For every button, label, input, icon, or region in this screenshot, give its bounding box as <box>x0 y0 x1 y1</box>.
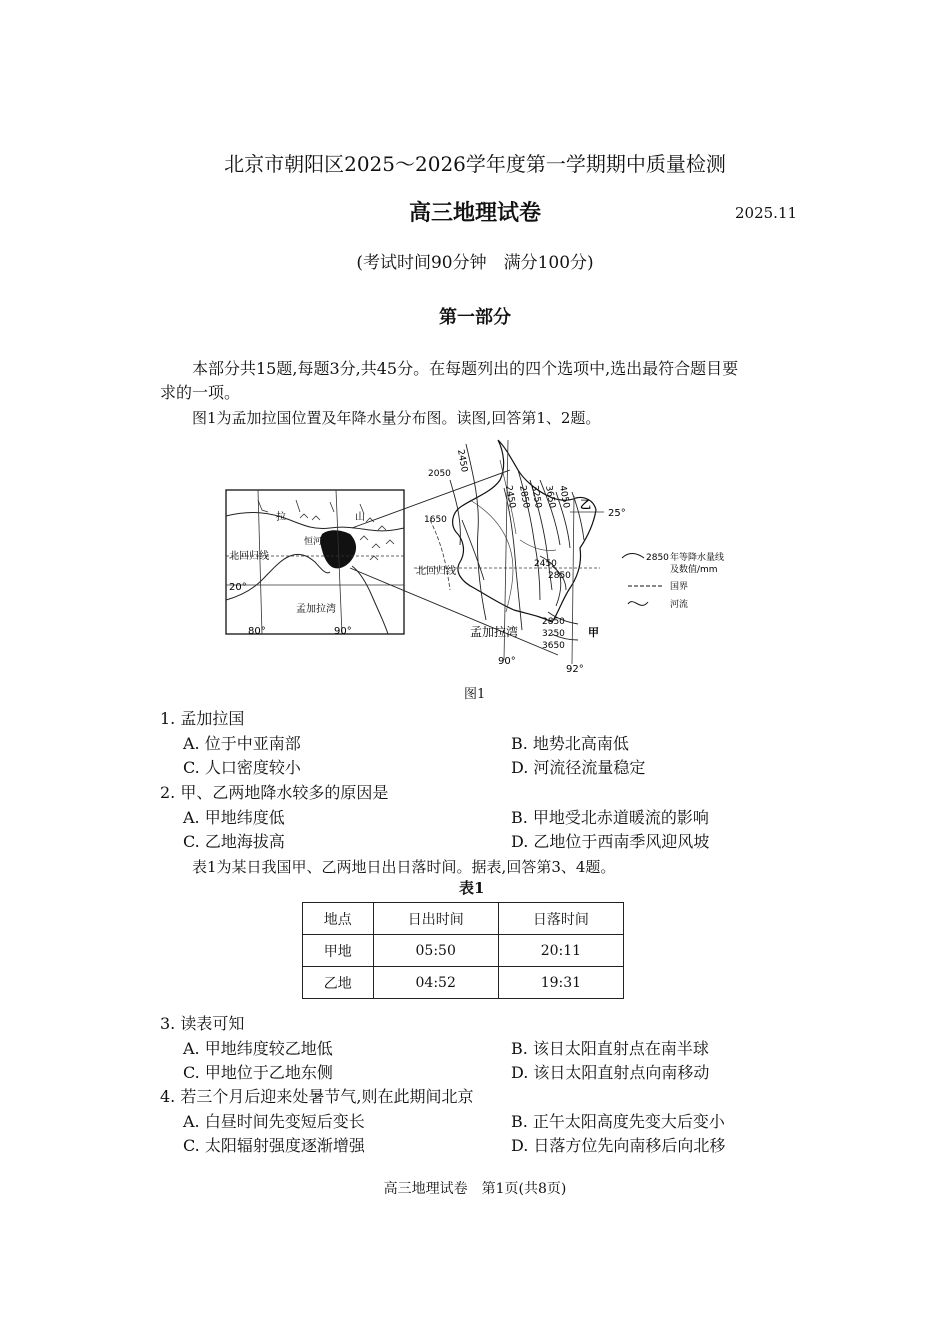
figure1-caption: 图1 <box>464 687 486 702</box>
table-header-cell: 日出时间 <box>373 903 498 935</box>
table-header-cell: 地点 <box>303 903 374 935</box>
left-map-label-2: 山 <box>355 512 365 523</box>
legend-river-label: 河流 <box>670 600 689 610</box>
q4-option-b: B. 正午太阳高度先变大后变小 <box>511 1112 725 1131</box>
q4-stem: 4. 若三个月后迎来处暑节气,则在此期间北京 <box>160 1087 474 1106</box>
left-map-lat20: 20° <box>229 582 247 593</box>
iso-label-9: 2450 <box>534 559 557 569</box>
table1-caption: 表1 <box>459 879 485 897</box>
table-cell: 04:52 <box>373 967 498 999</box>
right-bay-label: 孟加拉湾 <box>470 625 519 639</box>
legend-isohyet-icon <box>622 554 644 559</box>
jia-label: 甲 <box>588 626 599 639</box>
table-cell: 20:11 <box>498 935 623 967</box>
q1-stem: 1. 孟加拉国 <box>160 709 245 728</box>
iso-label-1: 2450 <box>455 448 469 474</box>
q3-option-d: D. 该日太阳直射点向南移动 <box>511 1063 710 1082</box>
q2-option-d: D. 乙地位于西南季风迎风坡 <box>511 832 710 851</box>
iso-label-2: 2050 <box>428 469 451 479</box>
table-cell: 甲地 <box>303 935 374 967</box>
left-map-tropic-label: 北回归线 <box>229 551 269 562</box>
exam-subject: 高三地理试卷 <box>408 200 541 226</box>
lon92-label: 92° <box>566 664 584 675</box>
table-row <box>303 967 624 999</box>
yi-label: 乙 <box>580 498 591 511</box>
q1-option-d: D. 河流径流量稳定 <box>511 758 646 777</box>
q3-option-b: B. 该日太阳直射点在南半球 <box>511 1039 709 1058</box>
q2-stem: 2. 甲、乙两地降水较多的原因是 <box>160 783 389 802</box>
q1-option-a: A. 位于中亚南部 <box>183 734 301 753</box>
page-footer: 高三地理试卷 第1页(共8页) <box>383 1181 567 1197</box>
part-intro-line2: 求的一项。 <box>160 383 241 402</box>
legend-iso-label1: 年等降水量线 <box>670 553 725 563</box>
q2-option-c: C. 乙地海拔高 <box>183 832 285 851</box>
left-map-mountain-border <box>226 513 404 531</box>
iso-label-12: 3250 <box>542 629 565 639</box>
lon90-label: 90° <box>498 656 516 667</box>
q2-option-a: A. 甲地纬度低 <box>183 808 285 827</box>
iso-label-6: 3250 <box>529 484 543 510</box>
iso-label-8: 4050 <box>557 484 571 510</box>
iso-label-5: 2850 <box>517 484 531 510</box>
table-cell: 19:31 <box>498 967 623 999</box>
iso-label-13: 3650 <box>542 641 565 651</box>
exam-title: 北京市朝阳区2025～2026学年度第一学期期中质量检测 <box>224 152 726 176</box>
exam-duration: (考试时间90分钟 满分100分) <box>356 253 594 273</box>
legend-border-label: 国界 <box>670 582 689 592</box>
table1-intro: 表1为某日我国甲、乙两地日出日落时间。据表,回答第3、4题。 <box>192 858 616 876</box>
part-title: 第一部分 <box>439 307 511 328</box>
left-map-lon90: 90° <box>334 626 352 637</box>
q3-option-a: A. 甲地纬度较乙地低 <box>183 1039 333 1058</box>
left-map-bay-label: 孟加拉湾 <box>296 604 336 615</box>
sunrise-sunset-table <box>302 902 624 999</box>
left-map-label-1: 拉 <box>276 512 286 523</box>
iso-label-3: 1650 <box>424 515 447 525</box>
iso-label-7: 3650 <box>543 484 557 510</box>
part-intro-line1: 本部分共15题,每题3分,共45分。在每题列出的四个选项中,选出最符合题目要 <box>192 359 739 378</box>
table-cell: 05:50 <box>373 935 498 967</box>
table-row <box>303 935 624 967</box>
figure1-intro: 图1为孟加拉国位置及年降水量分布图。读图,回答第1、2题。 <box>192 409 601 427</box>
table-cell: 乙地 <box>303 967 374 999</box>
legend-river-icon <box>628 602 648 606</box>
q4-option-a: A. 白昼时间先变短后变长 <box>183 1112 365 1131</box>
table-header-row <box>303 903 624 935</box>
iso-label-11: 2850 <box>542 617 565 627</box>
bangladesh-outline <box>453 440 596 622</box>
lat25-label: 25° <box>608 508 626 519</box>
q4-option-d: D. 日落方位先向南移后向北移 <box>511 1136 726 1155</box>
q1-option-b: B. 地势北高南低 <box>511 734 629 753</box>
right-tropic-label: 北回归线 <box>416 566 456 577</box>
legend-iso-sample: 2850 <box>646 553 669 563</box>
exam-date: 2025.11 <box>735 204 798 222</box>
table-header-cell: 日落时间 <box>498 903 623 935</box>
iso-label-10: 2850 <box>548 571 571 581</box>
q1-option-c: C. 人口密度较小 <box>183 758 301 777</box>
q4-option-c: C. 太阳辐射强度逐渐增强 <box>183 1136 365 1155</box>
q2-option-b: B. 甲地受北赤道暖流的影响 <box>511 808 709 827</box>
q3-option-c: C. 甲地位于乙地东侧 <box>183 1063 333 1082</box>
left-map-river-label: 恒河 <box>304 537 323 547</box>
legend-iso-label2: 及数值/mm <box>670 565 718 575</box>
iso-label-4: 2450 <box>503 484 517 510</box>
left-map-lon80: 80° <box>248 626 266 637</box>
q3-stem: 3. 读表可知 <box>160 1014 245 1033</box>
